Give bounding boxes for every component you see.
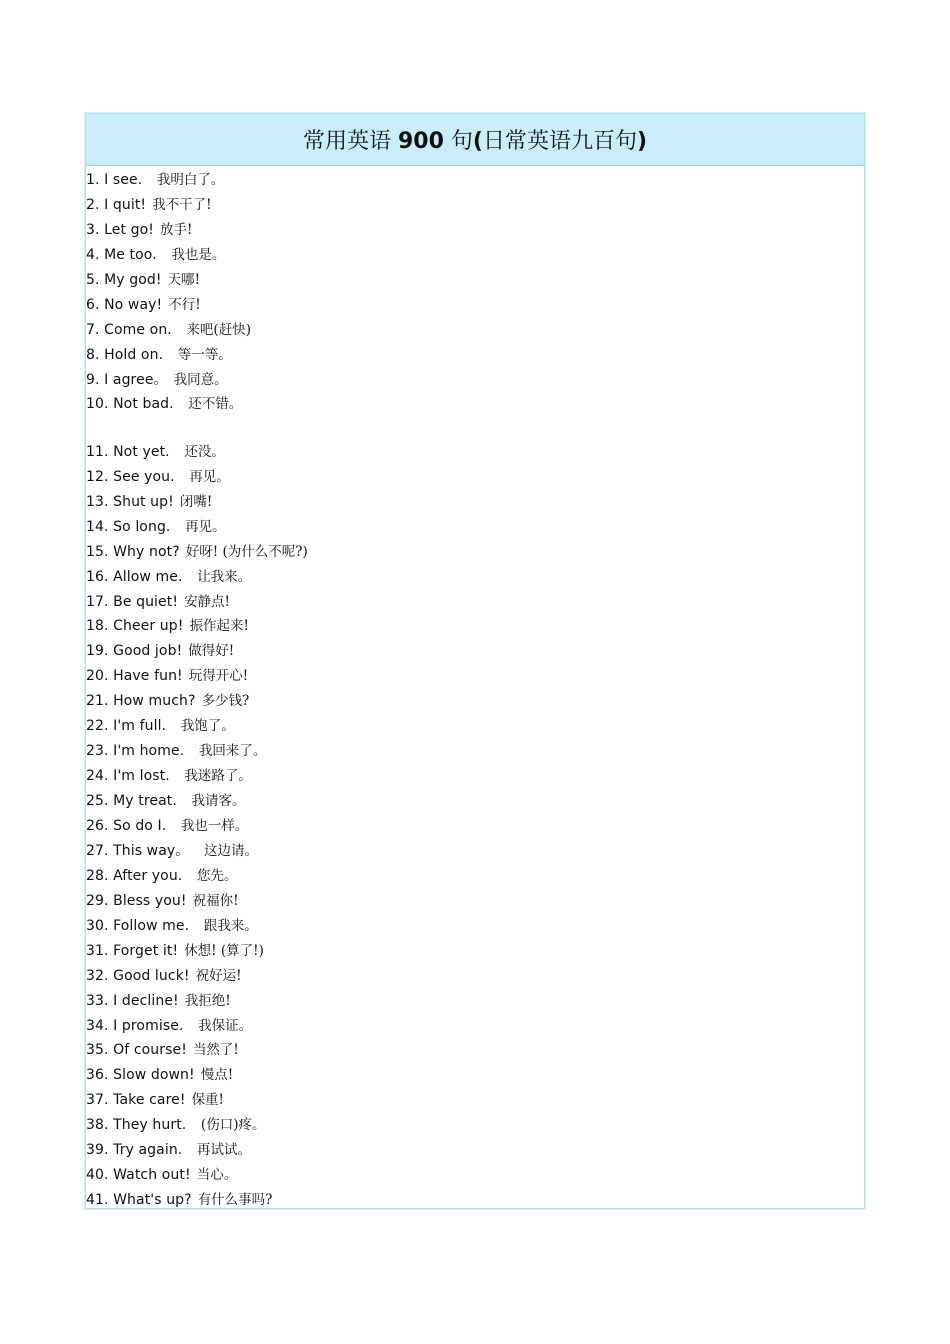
chinese-translation: 有什么事吗? [197, 1192, 273, 1209]
english-phrase: 12. See you. [86, 468, 175, 485]
chinese-translation: 当然了! [192, 1042, 239, 1059]
chinese-translation: 多少钱? [201, 693, 250, 710]
english-phrase: 32. Good luck! [86, 967, 190, 984]
title-number: 900 [397, 129, 444, 154]
document-table [85, 113, 865, 1209]
chinese-translation: 让我来。 [188, 568, 252, 585]
english-phrase: 4. Me too. [86, 246, 157, 263]
english-phrase: 3. Let go! [86, 221, 154, 238]
chinese-translation: 您先。 [188, 867, 238, 884]
sentence-row [86, 1163, 237, 1187]
sentence-row [86, 515, 226, 539]
title-paren-open: ( [472, 129, 483, 154]
english-phrase: 15. Why not? [86, 543, 180, 560]
sentence-row [86, 889, 239, 913]
sentence-row [86, 490, 212, 514]
english-phrase: 31. Forget it! [86, 942, 179, 959]
sentence-row [86, 1138, 251, 1162]
sentence-row [86, 440, 225, 464]
chinese-translation: 我拒绝! [184, 992, 231, 1009]
sentence-row [86, 689, 249, 713]
sentence-row [86, 964, 242, 988]
english-phrase: 40. Watch out! [86, 1167, 191, 1184]
sentence-row [86, 540, 308, 564]
sentence-row [86, 168, 224, 192]
chinese-translation: 我回来了。 [190, 743, 267, 760]
sentence-row [86, 839, 258, 863]
english-phrase: 35. Of course! [86, 1042, 187, 1059]
chinese-translation: 安静点! [184, 593, 230, 610]
sentence-row [86, 1113, 265, 1137]
sentence-row [86, 989, 231, 1013]
english-phrase: 1. I see. [86, 172, 143, 188]
sentence-row [86, 243, 225, 267]
english-phrase: 24. I'm lost. [86, 768, 170, 785]
chinese-translation: 我也一样。 [172, 818, 249, 834]
sentence-row [86, 590, 230, 614]
sentence-row [86, 465, 230, 489]
sentence-row [86, 343, 232, 367]
chinese-translation: 放手! [159, 221, 193, 238]
sentence-row [86, 193, 212, 217]
sentence-row [86, 739, 266, 763]
chinese-translation: 不行! [168, 296, 201, 313]
english-phrase: 18. Cheer up! [86, 618, 184, 635]
english-phrase: 20. Have fun! [86, 668, 183, 685]
chinese-translation: 我迷路了。 [175, 768, 252, 785]
english-phrase: 13. Shut up! [86, 493, 174, 510]
english-phrase: 8. Hold on. [86, 346, 164, 363]
chinese-translation: 闭嘴! [179, 493, 213, 510]
english-phrase: 33. I decline! [86, 992, 179, 1009]
chinese-translation: 我也是。 [162, 246, 226, 263]
chinese-translation: 天哪! [167, 271, 201, 288]
title-paren-close: ) [636, 129, 648, 154]
chinese-translation: 再见。 [180, 468, 230, 485]
english-phrase: 25. My treat. [86, 793, 177, 810]
chinese-translation: 来吧(赶快) [177, 321, 251, 338]
english-phrase: 19. Good job! [86, 643, 183, 660]
english-phrase: 22. I'm full. [86, 718, 167, 735]
english-phrase: 39. Try again. [86, 1142, 183, 1159]
english-phrase: 29. Bless you! [86, 892, 187, 909]
chinese-translation: 振作起来! [189, 618, 249, 635]
english-phrase: 27. This way。 [86, 842, 190, 859]
sentence-row [86, 318, 251, 342]
title-part: 常用英语 [302, 129, 391, 154]
english-phrase: 26. So do I. [86, 818, 167, 834]
chinese-translation: 祝好运! [195, 967, 242, 984]
chinese-translation: 还不错。 [179, 396, 243, 413]
sentence-row [86, 939, 264, 963]
chinese-translation: 慢点! [200, 1067, 234, 1084]
chinese-translation: 休想! (算了!) [184, 942, 264, 959]
chinese-translation: 等一等。 [169, 346, 232, 363]
chinese-translation: 当心。 [196, 1167, 238, 1184]
english-phrase: 11. Not yet. [86, 443, 170, 460]
chinese-translation: 我同意。 [173, 371, 228, 388]
chinese-translation: 再见。 [176, 518, 226, 535]
english-phrase: 41. What's up? [86, 1192, 192, 1209]
sentence-row [86, 565, 251, 589]
chinese-translation: 祝福你! [192, 892, 239, 909]
sentence-row [86, 814, 248, 838]
english-phrase: 2. I quit! [86, 196, 147, 213]
sentence-row [86, 392, 242, 416]
english-phrase: 28. After you. [86, 867, 183, 884]
english-phrase: 17. Be quiet! [86, 593, 179, 610]
chinese-translation: 我不干了! [152, 196, 212, 213]
english-phrase: 34. I promise. [86, 1017, 184, 1034]
sentence-row [86, 864, 237, 888]
sentence-row [86, 764, 252, 788]
sentence-row [86, 268, 200, 292]
sentence-row [86, 789, 246, 813]
chinese-translation: 还没。 [175, 443, 225, 460]
sentence-row [86, 1063, 233, 1087]
chinese-translation: 跟我来。 [195, 917, 258, 934]
title-bar [86, 114, 864, 166]
sentence-row [86, 664, 248, 688]
chinese-translation: (伤口)疼。 [192, 1117, 266, 1134]
sentence-row [86, 614, 249, 638]
english-phrase: 7. Come on. [86, 321, 172, 338]
sentence-row [86, 293, 201, 317]
english-phrase: 14. So long. [86, 518, 171, 535]
sentence-row [86, 1038, 239, 1062]
sentence-row [86, 914, 258, 938]
chinese-translation: 我保证。 [189, 1017, 253, 1034]
sentence-row [86, 218, 192, 242]
sentence-row [86, 714, 235, 738]
chinese-translation: 我请客。 [182, 793, 246, 810]
english-phrase: 21. How much? [86, 693, 196, 710]
english-phrase: 9. I agree。 [86, 371, 168, 388]
chinese-translation: 玩得开心! [188, 668, 249, 685]
english-phrase: 23. I'm home. [86, 743, 185, 760]
sentence-row [86, 1014, 252, 1038]
sentence-row [86, 1188, 272, 1212]
chinese-translation: 做得好! [188, 643, 235, 660]
english-phrase: 37. Take care! [86, 1092, 186, 1109]
chinese-translation: 保重! [191, 1092, 224, 1109]
english-phrase: 38. They hurt. [86, 1117, 187, 1134]
page-title [303, 124, 647, 155]
chinese-translation: 再试试。 [188, 1142, 251, 1159]
title-part: 日常英语九百句 [482, 129, 637, 154]
english-phrase: 10. Not bad. [86, 396, 174, 413]
sentence-row [86, 368, 228, 392]
english-phrase: 16. Allow me. [86, 568, 183, 585]
title-part: 句 [450, 129, 473, 154]
english-phrase: 36. Slow down! [86, 1067, 195, 1084]
english-phrase: 6. No way! [86, 296, 163, 313]
chinese-translation: 我饱了。 [172, 718, 235, 735]
english-phrase: 5. My god! [86, 271, 162, 288]
english-phrase: 30. Follow me. [86, 917, 190, 934]
sentence-row [86, 1088, 224, 1112]
sentence-row [86, 639, 234, 663]
chinese-translation: 好呀! (为什么不呢?) [185, 543, 308, 560]
chinese-translation: 我明白了。 [148, 172, 225, 188]
chinese-translation: 这边请。 [195, 842, 258, 859]
